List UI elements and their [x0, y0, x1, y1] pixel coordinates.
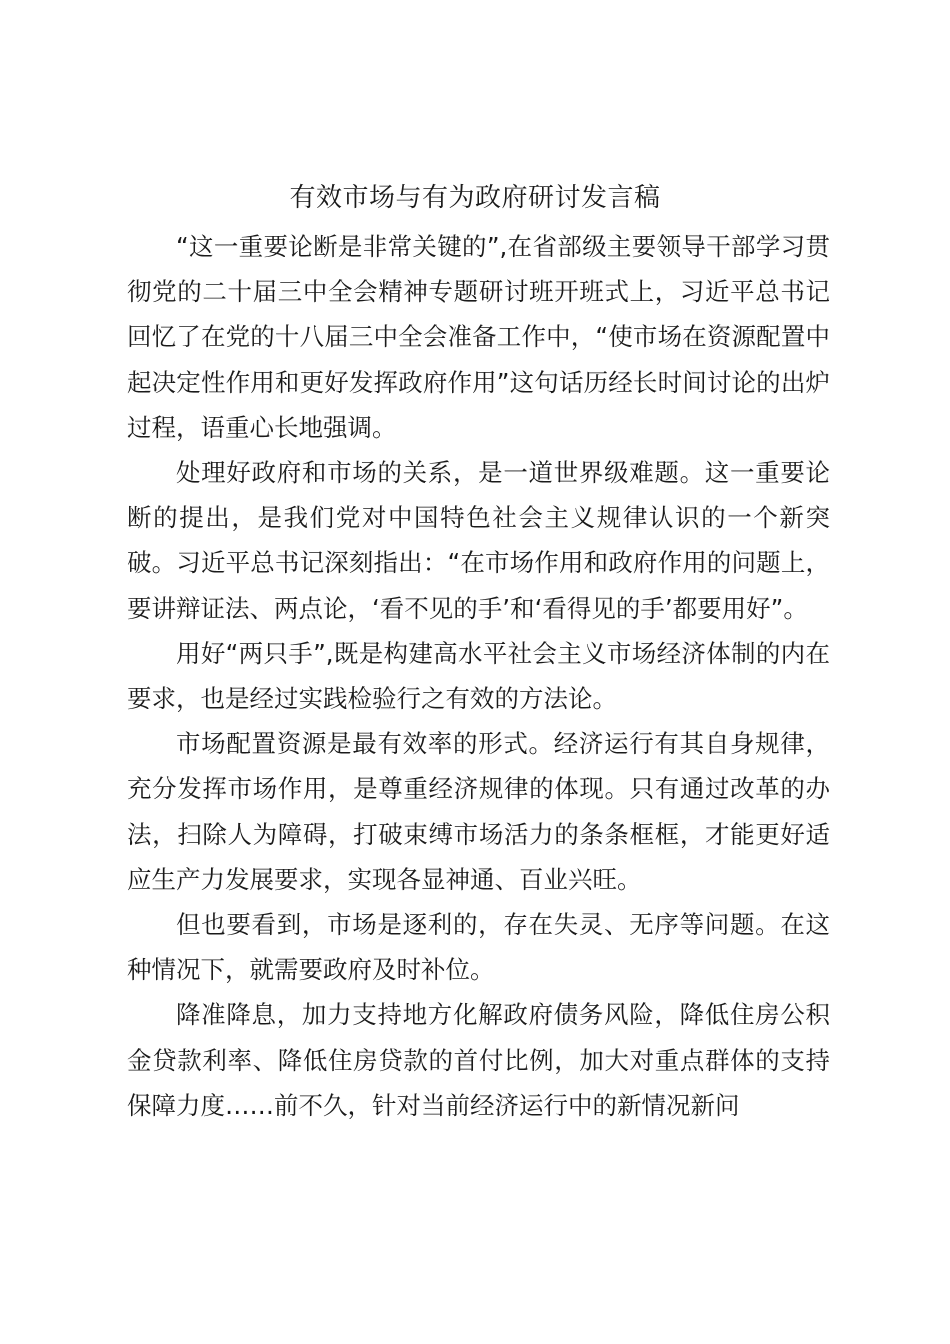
paragraph-1: “这一重要论断是非常关键的”,在省部级主要领导干部学习贯彻党的二十届三中全会精神专题研讨班开班式上，习近平总书记回忆了在党的十八届三中全会准备工作中，“使市场在资源配置中起决定性作用和更好发挥政府作用”这句话历经长时间讨论的出炉过程，语重心长地强调。	[127, 232, 830, 442]
paragraph-4: 市场配置资源是最有效率的形式。经济运行有其自身规律，充分发挥市场作用，是尊重经济规律的体现。只有通过改革的办法，扫除人为障碍，打破束缚市场活力的条条框框，才能更好适应生产力发展要求，实现各显神通、百业兴旺。	[127, 729, 830, 894]
paragraph-3: 用好“两只手”,既是构建高水平社会主义市场经济体制的内在要求，也是经过实践检验行之有效的方法论。	[127, 638, 830, 714]
document-title: 有效市场与有为政府研讨发言稿	[289, 183, 661, 213]
paragraph-6: 降准降息，加力支持地方化解政府债务风险，降低住房公积金贷款利率、降低住房贷款的首付比例，加大对重点群体的支持保障力度……前不久，针对当前经济运行中的新情况新问	[127, 1000, 830, 1120]
paragraph-2: 处理好政府和市场的关系，是一道世界级难题。这一重要论断的提出，是我们党对中国特色社会主义规律认识的一个新突破。习近平总书记深刻指出：“在市场作用和政府作用的问题上，要讲辩证法、两点论，‘看不见的手’和‘看得见的手’都要用好”。	[127, 458, 830, 623]
paragraph-5: 但也要看到，市场是逐利的，存在失灵、无序等问题。在这种情况下，就需要政府及时补位。	[127, 910, 830, 985]
document-body	[127, 224, 830, 1128]
